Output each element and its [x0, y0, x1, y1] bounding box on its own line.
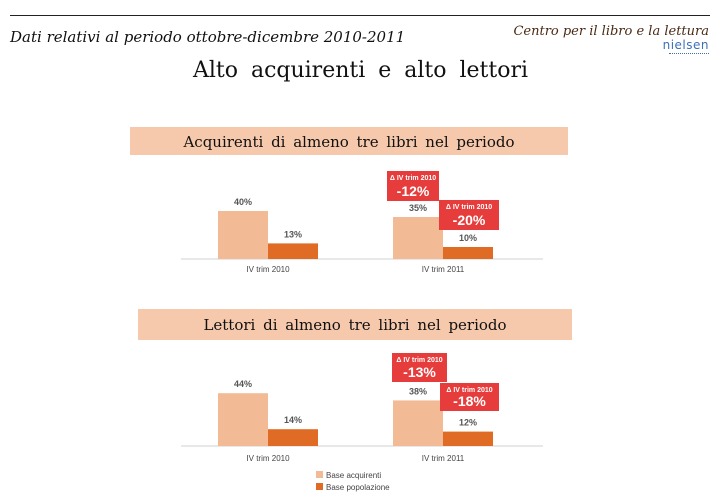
chart-1-delta-caption: Δ IV trim 2010	[389, 175, 437, 182]
chart-2-data-label: 44%	[233, 379, 253, 390]
page-title: Alto acquirenti e alto lettori	[192, 58, 529, 83]
chart-2-bar-acquirenti-1	[218, 393, 268, 446]
chart-2-data-label: 38%	[408, 386, 428, 397]
chart-2-bar-popolazione-1	[268, 429, 318, 446]
chart-1-data-label: 40%	[233, 197, 253, 207]
chart-1-bar-popolazione-1	[268, 243, 318, 259]
chart-1-bar-acquirenti-2	[393, 217, 443, 259]
chart-2-data-label: 12%	[458, 417, 478, 428]
chart-1-data-label: 35%	[408, 203, 428, 213]
chart-1-bar-acquirenti-1	[218, 211, 268, 259]
chart-2-x-tick-label: IV trim 2010	[246, 454, 290, 463]
period-subtitle: Dati relativi al periodo ottobre-dicembre 2010-2011	[10, 28, 406, 46]
chart-2-title: Lettori di almeno tre libri nel periodo	[203, 316, 507, 334]
chart-2-bar-popolazione-2	[443, 432, 493, 446]
chart-2-data-label: 14%	[283, 415, 303, 426]
chart-2-x-tick-label: IV trim 2011	[421, 454, 465, 463]
chart-2-delta-value: -13%	[403, 364, 436, 380]
chart-1-delta-caption: Δ IV trim 2010	[445, 204, 493, 211]
chart-2-delta-caption: Δ IV trim 2010	[396, 357, 443, 364]
chart-1-x-tick-label: IV trim 2011	[421, 265, 465, 274]
chart-1-x-tick-label: IV trim 2010	[246, 265, 290, 274]
legend-label-acquirenti: Base acquirenti	[326, 471, 382, 480]
chart-1-data-label: 13%	[283, 229, 303, 240]
chart-2-delta-caption: Δ IV trim 2010	[446, 387, 493, 394]
chart-2-delta-value: -18%	[453, 393, 486, 409]
brand-logo-text: Centro per il libro e la lettura	[513, 24, 709, 39]
legend-label-popolazione: Base popolazione	[326, 483, 390, 492]
legend-swatch-acquirenti	[316, 471, 323, 478]
chart-1-bar-popolazione-2	[443, 247, 493, 259]
partner-logo-text: nielsen	[662, 38, 709, 52]
chart-1-delta-value: -20%	[452, 212, 486, 228]
chart-1-delta-value: -12%	[396, 183, 430, 199]
chart-1-data-label: 10%	[458, 233, 478, 243]
legend-swatch-popolazione	[316, 483, 323, 490]
chart-2-bar-acquirenti-2	[393, 400, 443, 446]
chart-1-title: Acquirenti di almeno tre libri nel periodo	[183, 133, 515, 151]
